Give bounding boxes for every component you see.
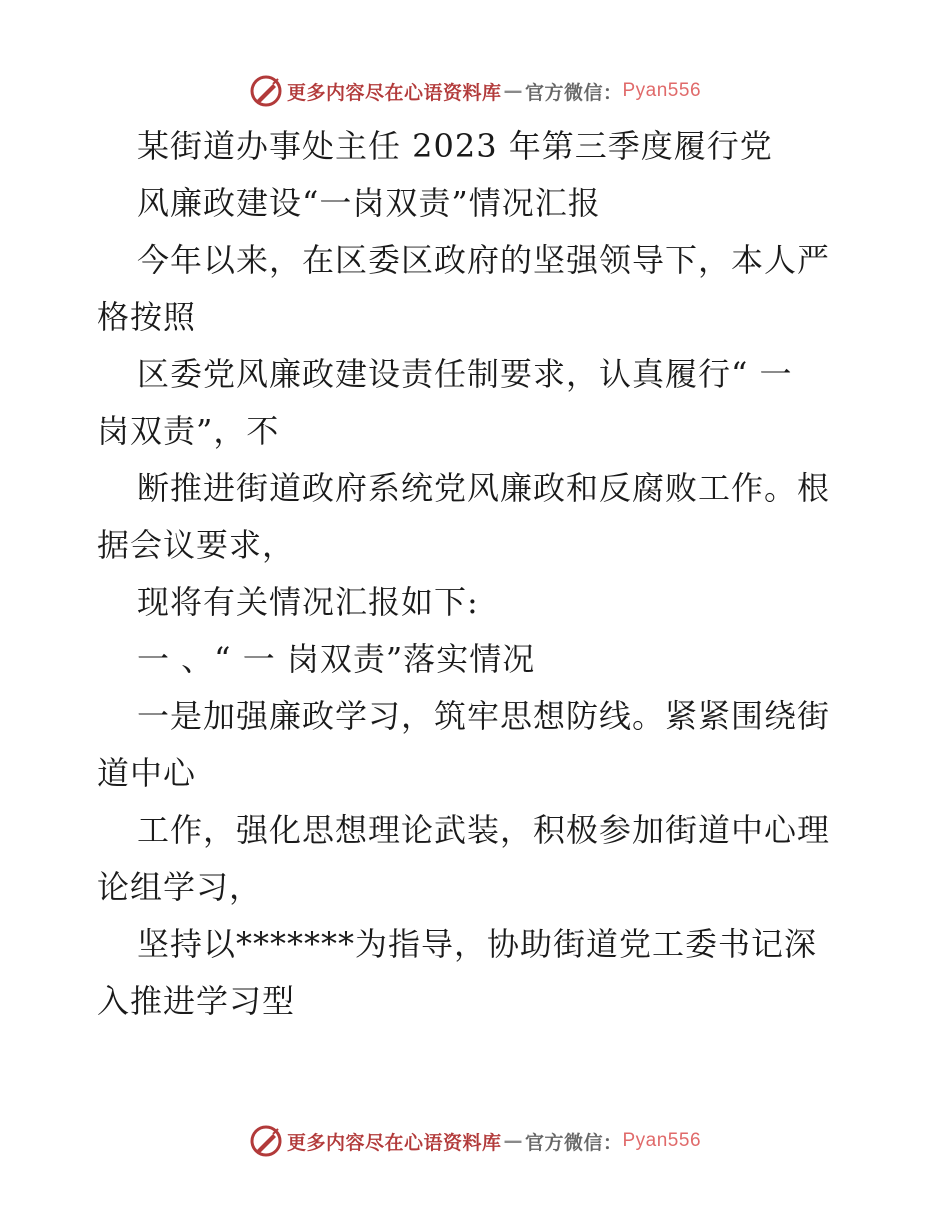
banner-wechat-label: 官方微信： xyxy=(524,1131,623,1154)
doc-paragraph-line: 断推进街道政府系统党风廉政和反腐败工作。根 xyxy=(137,469,831,507)
doc-paragraph-line: 区委党风廉政建设责任制要求，认真履行“ 一 xyxy=(137,355,793,393)
banner-account: Pyan556 xyxy=(622,80,702,101)
doc-paragraph-line: 入推进学习型 xyxy=(97,982,296,1020)
banner-separator: — xyxy=(503,80,523,102)
banner-brand-text: 更多内容尽在心语资料库 xyxy=(286,81,502,104)
doc-section-heading: 一 、“ 一 岗双责”落实情况 xyxy=(137,640,536,678)
quill-pen-logo-icon xyxy=(249,1124,283,1158)
doc-paragraph-line: 今年以来，在区委区政府的坚强领导下，本人严 xyxy=(137,241,831,279)
doc-paragraph-line: 论组学习， xyxy=(97,868,263,906)
doc-paragraph-line: 一是加强廉政学习，筑牢思想防线。紧紧围绕街 xyxy=(137,697,831,735)
doc-paragraph-line: 现将有关情况汇报如下: xyxy=(137,583,479,621)
quill-pen-logo-icon xyxy=(249,74,283,108)
doc-paragraph-line: 坚持以*******为指导，协助街道党工委书记深 xyxy=(137,925,818,963)
banner-separator: — xyxy=(503,1130,523,1152)
footer-banner xyxy=(0,1121,950,1161)
doc-paragraph-line: 岗双责”，不 xyxy=(97,412,280,450)
doc-paragraph-line: 据会议要求， xyxy=(97,526,296,564)
doc-paragraph-line: 工作，强化思想理论武装，积极参加街道中心理 xyxy=(137,811,831,849)
banner-account: Pyan556 xyxy=(622,1130,702,1151)
header-banner xyxy=(0,71,950,111)
doc-paragraph-line: 道中心 xyxy=(97,754,197,792)
banner-brand-text: 更多内容尽在心语资料库 xyxy=(286,1131,502,1154)
doc-paragraph-line: 格按照 xyxy=(97,298,197,336)
doc-title-line-1: 某街道办事处主任 2023 年第三季度履行党 xyxy=(137,127,773,165)
document-body xyxy=(97,118,857,1030)
banner-wechat-label: 官方微信： xyxy=(524,81,623,104)
doc-title-line-2: 风廉政建设“一岗双责”情况汇报 xyxy=(137,184,601,222)
